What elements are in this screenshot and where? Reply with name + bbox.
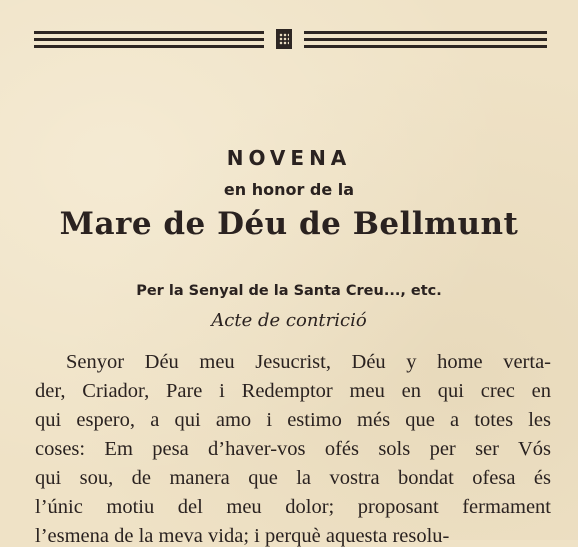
- top-rule-left-3: [34, 45, 264, 48]
- top-rule-right-3: [304, 45, 547, 48]
- body-line: der, Criador, Pare i Redemptor meu en qui crec en: [35, 380, 551, 402]
- top-rule-left-1: [34, 31, 264, 34]
- top-rule-left-2: [34, 38, 264, 41]
- body-line: l’únic motiu del meu dolor; proposant fermament: [35, 496, 551, 518]
- decorative-square-ornament-icon: [276, 29, 292, 49]
- body-line: qui espero, a qui amo i estimo més que a totes les: [35, 409, 551, 431]
- main-title: Mare de Déu de Bellmunt: [59, 206, 519, 242]
- body-line: Senyor Déu meu Jesucrist, Déu y home verta-: [66, 351, 551, 373]
- body-line: l’esmena de la meva vida; i perquè aquesta resolu-: [35, 525, 450, 547]
- top-rule-right-2: [304, 38, 547, 41]
- top-rule-right-1: [304, 31, 547, 34]
- novena-subtitle: en honor de la: [223, 180, 355, 199]
- section-title: Acte de contrició: [211, 310, 367, 331]
- novena-title: NOVENA: [226, 146, 352, 170]
- sign-of-cross-instruction: Per la Senyal de la Santa Creu..., etc.: [136, 283, 442, 299]
- body-line: qui sou, de manera que la vostra bondat ofesa és: [35, 467, 551, 489]
- body-line: coses: Em pesa d’haver-vos ofés sols per ser Vós: [35, 438, 551, 460]
